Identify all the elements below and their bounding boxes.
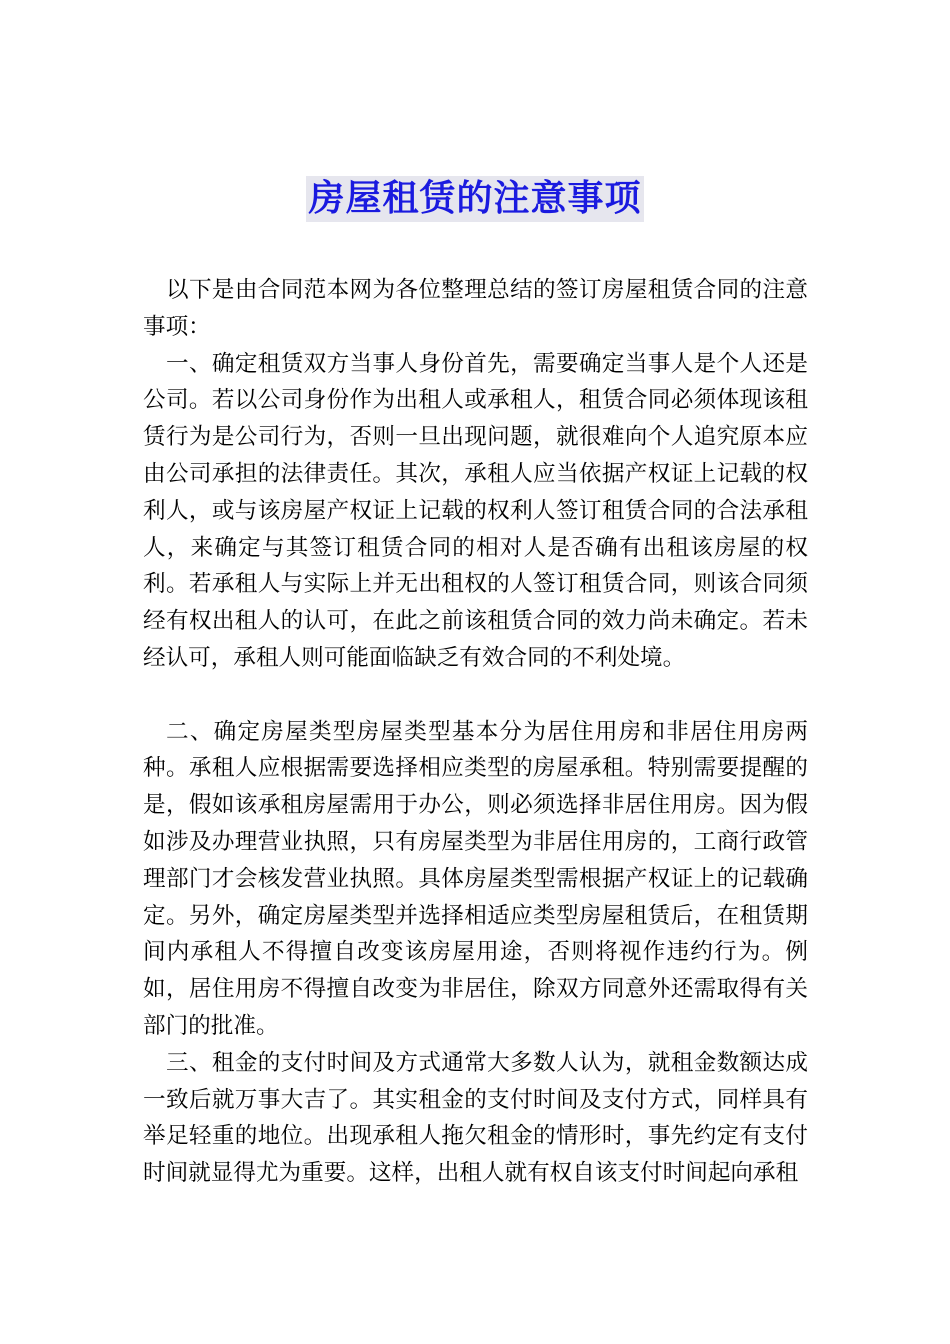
paragraph-spacer <box>143 677 808 714</box>
section-3-paragraph: 三、租金的支付时间及方式通常大多数人认为，就租金数额达成一致后就万事大吉了。其实租金的支付时间及支付方式，同样具有举足轻重的地位。出现承租人拖欠租金的情形时，事先约定有支付时间就显得尤为重要。这样，出租人就有权自该支付时间起向承租 <box>143 1049 808 1187</box>
intro-paragraph: 以下是由合同范本网为各位整理总结的签订房屋租赁合同的注意事项： <box>143 277 808 340</box>
document-title: 房屋租赁的注意事项 <box>306 176 643 222</box>
section-2-paragraph: 二、确定房屋类型房屋类型基本分为居住用房和非居住用房两种。承租人应根据需要选择相应类型的房屋承租。特别需要提醒的是，假如该承租房屋需用于办公，则必须选择非居住用房。因为假如涉及办理营业执照，只有房屋类型为非居住用房的，工商行政管理部门才会核发营业执照。具体房屋类型需根据产权证上的记载确定。另外，确定房屋类型并选择相适应类型房屋租赁后，在租赁期间内承租人不得擅自改变该房屋用途，否则将视作违约行为。例如，居住用房不得擅自改变为非居住，除双方同意外还需取得有关部门的批准。 <box>143 718 808 1039</box>
title-container <box>0 176 950 222</box>
section-1-paragraph: 一、确定租赁双方当事人身份首先，需要确定当事人是个人还是公司。若以公司身份作为出租人或承租人，租赁合同必须体现该租赁行为是公司行为，否则一旦出现问题，就很难向个人追究原本应由公司承担的法律责任。其次，承租人应当依据产权证上记载的权利人，或与该房屋产权证上记载的权利人签订租赁合同的合法承租人，来确定与其签订租赁合同的相对人是否确有出租该房屋的权利。若承租人与实际上并无出租权的人签订租赁合同，则该合同须经有权出租人的认可，在此之前该租赁合同的效力尚未确定。若未经认可，承租人则可能面临缺乏有效合同的不利处境。 <box>143 350 808 671</box>
document-body <box>143 272 808 1192</box>
